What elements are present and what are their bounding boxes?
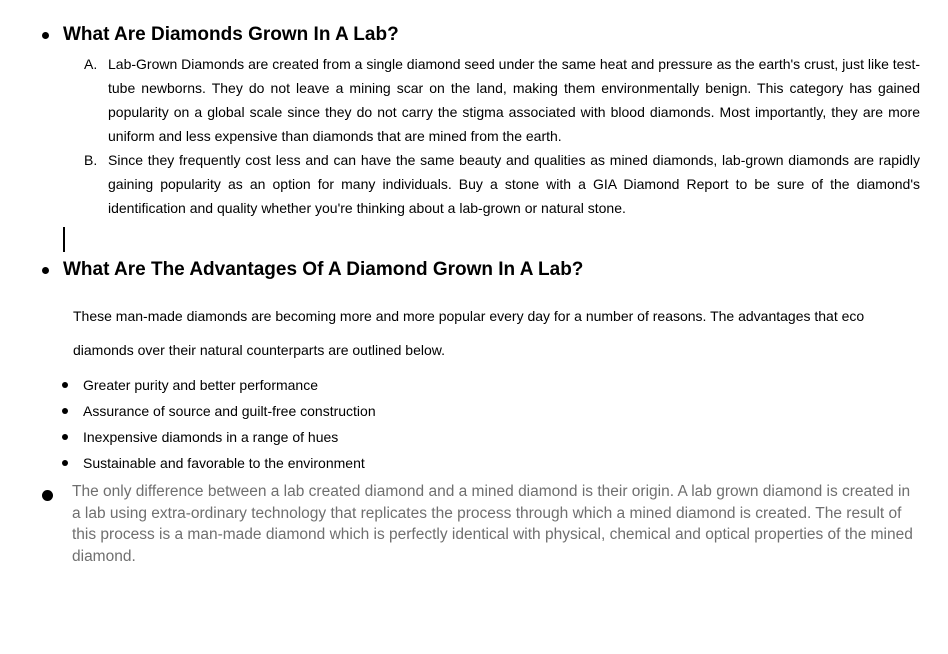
list-item-b[interactable] xyxy=(84,148,920,220)
bullet-icon xyxy=(62,408,68,414)
advantage-item-text[interactable]: Sustainable and favorable to the environment xyxy=(83,455,365,471)
advantages-list xyxy=(83,372,376,476)
list-item-a-text[interactable]: Lab-Grown Diamonds are created from a single diamond seed under the same heat and pressure as the earth's crust, just like test-tube newborns. They do not leave a mining scar on the land, making them environmentally benign. This category has gained popularity on a global scale since they do not carry the stigma associated with blood diamonds. Most importantly, they are more uniform and less expensive than diamonds that are mined from the earth. xyxy=(108,56,920,144)
lettered-list xyxy=(84,52,920,220)
advantage-item[interactable] xyxy=(83,450,376,476)
bullet-icon xyxy=(62,382,68,388)
section2-heading-row xyxy=(42,259,583,281)
section1-heading-row xyxy=(42,24,399,46)
list-marker-b: B. xyxy=(84,152,98,168)
text-cursor xyxy=(63,227,65,252)
advantage-item-text[interactable]: Greater purity and better performance xyxy=(83,377,319,393)
heading-bullet-icon xyxy=(42,32,49,39)
section1-heading[interactable]: What Are Diamonds Grown In A Lab? xyxy=(63,24,399,45)
bullet-icon xyxy=(42,490,53,501)
advantage-item[interactable] xyxy=(83,424,376,450)
section2-heading[interactable]: What Are The Advantages Of A Diamond Grown In A Lab? xyxy=(63,259,584,280)
bullet-icon xyxy=(62,460,68,466)
bullet-icon xyxy=(62,434,68,440)
list-marker-a: A. xyxy=(84,56,98,72)
advantage-item[interactable] xyxy=(83,372,376,398)
list-item-b-text[interactable]: Since they frequently cost less and can have the same beauty and qualities as mined diamonds, lab-grown diamonds are rapidly gaining popularity as an option for many individuals. Buy a stone with a GIA Diamond Report to be sure of the diamond's identification and quality whether you're thinking about a lab-grown or natural stone. xyxy=(108,152,920,216)
origin-note-paragraph[interactable]: The only difference between a lab created diamond and a mined diamond is their origin. A lab grown diamond is created in a lab using extra-ordinary technology that replicates the process through which a mined diamond is created. The result of this process is a man-made diamond which is perfectly identical with physical, chemical and optical properties of the mined diamond. xyxy=(72,483,913,566)
advantage-item[interactable] xyxy=(83,398,376,424)
advantages-intro-paragraph[interactable]: These man-made diamonds are becoming more and more popular every day for a number of reasons. The advantages that eco diamonds over their natural counterparts are outlined below. xyxy=(73,308,865,358)
advantage-item-text[interactable]: Assurance of source and guilt-free construction xyxy=(83,403,376,419)
heading-bullet-icon xyxy=(42,267,49,274)
advantage-item-text[interactable]: Inexpensive diamonds in a range of hues xyxy=(83,429,339,445)
list-item-a[interactable] xyxy=(84,52,920,148)
